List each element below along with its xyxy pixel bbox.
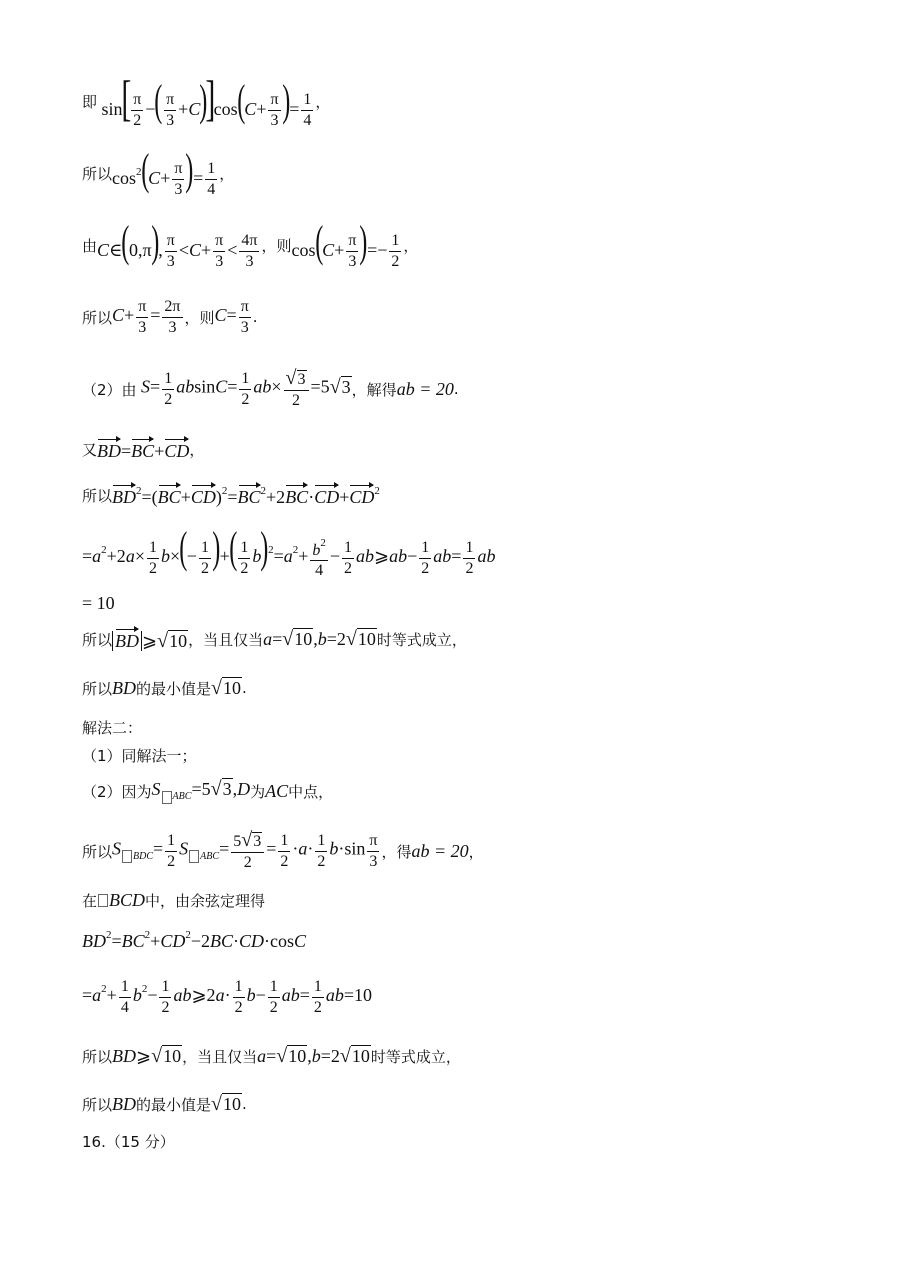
text-end: . — [242, 679, 247, 697]
math-expression: C+ $\frac{\pi}{3}$ = $\frac{2\pi}{3}$ — [112, 297, 181, 336]
equation-line-15 — [82, 826, 484, 876]
math-expression: $BD^2=BC^2+CD^2-2BC\cdot CD\cdot\cos C$ — [82, 928, 307, 951]
text-mid: 的最小值是 — [136, 1095, 212, 1114]
math-result: ab = 20 — [411, 840, 469, 861]
text-prefix: 所以 — [82, 1047, 113, 1066]
math-expression: C= $\frac{\pi}{3}$ — [214, 297, 249, 336]
text-end: 时等式成立， — [376, 630, 467, 649]
math-expression: a= √ 10 ,b=2 √ 10 — [263, 627, 376, 650]
equation-line-8 — [82, 523, 496, 580]
equation-line-11 — [82, 674, 247, 702]
math-expression: cos(C+ $\frac{\pi}{3}$ )=− $\frac{1}{2}$ — [291, 216, 400, 270]
equation-line-3 — [82, 216, 419, 270]
text-end: . — [252, 308, 258, 326]
text-prefix: 所以 — [82, 164, 113, 183]
text-prefix: 又 — [82, 440, 98, 459]
math-expression: BD=BC+CD — [97, 437, 189, 462]
text-line-13 — [82, 744, 197, 766]
equation-line-6 — [82, 434, 204, 464]
equation-line-2 — [82, 144, 235, 198]
equation-line-10 — [82, 624, 467, 654]
text-end: ， — [189, 440, 205, 459]
equation-line-17 — [82, 926, 306, 954]
math-expression: S= $\frac{1}{2}$ absinC= $\frac{1}{2}$ ab× √ 3 2 =5 √ 3 — [141, 367, 351, 409]
text-end: 中点， — [288, 782, 334, 801]
math-expression: S $_{BDC}$= $\frac{1}{2}$ S $_{ABC}$= 5 √ 3 2 = $\frac{1}{2}$ ·a· $\frac{1}{2}$ b·sin $\frac{\pi}{3}$ — [112, 829, 378, 871]
text-prefix: 所以 — [82, 679, 113, 698]
math-expression: $BD^2=(BC+CD)^2=BC^2+2BC\cdot CD+CD^2$ — [112, 484, 380, 507]
text-mid: ，则 — [184, 308, 215, 327]
text-mid: ，得 — [381, 842, 412, 861]
equation-line-5 — [82, 364, 459, 414]
math-expression: C∈(0,π), $\frac{\pi}{3}$ <C+ $\frac{\pi}{3}$ < $\frac{4\pi}{3}$ — [97, 216, 258, 270]
math-expression: √ 10 — [211, 1092, 242, 1115]
equation-line-20 — [82, 1090, 247, 1118]
text-mid: ，当且仅当 — [188, 630, 264, 649]
text-end: 时等式成立， — [370, 1047, 461, 1066]
equation-line-14 — [82, 776, 333, 806]
equation-line-18 — [82, 972, 372, 1022]
math-expression: a= √ 10 ,b=2 √ 10 — [257, 1044, 370, 1067]
text-end: ， — [219, 164, 235, 183]
text-end: . — [242, 1095, 247, 1113]
text-prefix: 由 — [82, 236, 98, 255]
triangle-symbol-placeholder — [98, 894, 108, 907]
math-symbol: BCD — [109, 889, 146, 910]
text: （1）同解法一； — [82, 746, 197, 765]
text-mid: ，则 — [261, 236, 292, 255]
text-prefix: 即 — [82, 92, 98, 111]
text-mid: 的最小值是 — [136, 679, 212, 698]
text-prefix: 所以 — [82, 630, 113, 649]
text: 16.（15 分） — [82, 1132, 175, 1151]
text-end: ， — [468, 842, 484, 861]
text-prefix: 所以 — [82, 308, 113, 327]
math-expression: √ 10 — [211, 676, 242, 699]
math-expression: S $_{ABC}$=5 √ 3 ,D — [151, 778, 251, 803]
text-prefix: 在 — [82, 891, 98, 910]
text-mid: ，当且仅当 — [182, 1047, 258, 1066]
math-expression: $=a^2+$ $\frac{1}{4}$ $b^2-$ $\frac{1}{2}$ ab⩾2a· $\frac{1}{2}$ b− $\frac{1}{2}$ ab= $\frac{1}{2}$ ab=10 — [82, 977, 373, 1016]
text-mid: 为 — [250, 782, 266, 801]
equation-line-19 — [82, 1042, 461, 1070]
text-prefix: 所以 — [82, 842, 113, 861]
text-prefix: （2）由 — [82, 380, 137, 399]
heading-method-two — [82, 716, 142, 738]
text-mid: ，解得 — [351, 380, 397, 399]
math-expression: BD ⩾ √ 10 — [112, 627, 188, 652]
math-result: ab = 20 — [396, 378, 454, 399]
text-prefix: （2）因为 — [82, 782, 152, 801]
text-prefix: 所以 — [82, 1095, 113, 1114]
equation-line-4 — [82, 294, 258, 340]
math-expression: sin[ $\frac{\pi}{2}$ −( $\frac{\pi}{3}$ +C)]cos(C+ $\frac{\pi}{3}$ )= $\frac{1}{4}$ — [97, 69, 312, 129]
equation-line-1 — [82, 69, 331, 129]
text-end: 中，由余弦定理得 — [145, 891, 266, 910]
text: 解法二： — [82, 718, 143, 737]
math-expression: = 10 — [82, 592, 115, 613]
math-expression: $\cos^2(C+$ $\frac{\pi}{3}$ )= $\frac{1}{4}$ — [112, 144, 216, 198]
text-end: ， — [403, 236, 419, 255]
text-prefix: 所以 — [82, 486, 113, 505]
equation-line-9 — [82, 590, 115, 616]
math-symbol: BD — [112, 677, 137, 698]
math-symbol: BD — [112, 1093, 137, 1114]
equation-line-7 — [82, 480, 380, 510]
math-expression: $=a^2+2a\times$ $\frac{1}{2}$ b×(− $\frac{1}{2}$ )+( $\frac{1}{2}$ $b)^2=a^2+$ $\frac{b^2}{4}$ − $\frac{1}{2}$ ab⩾ab− $\frac{1}{2}$ ab= $\frac{1}{2}$ ab — [82, 523, 496, 580]
question-number-16 — [82, 1130, 175, 1152]
text-end: ， — [315, 92, 331, 111]
text-line-16 — [82, 888, 265, 912]
text-end: . — [453, 380, 459, 398]
math-expression: BD⩾ √ 10 — [112, 1044, 182, 1067]
math-symbol: AC — [265, 780, 289, 801]
